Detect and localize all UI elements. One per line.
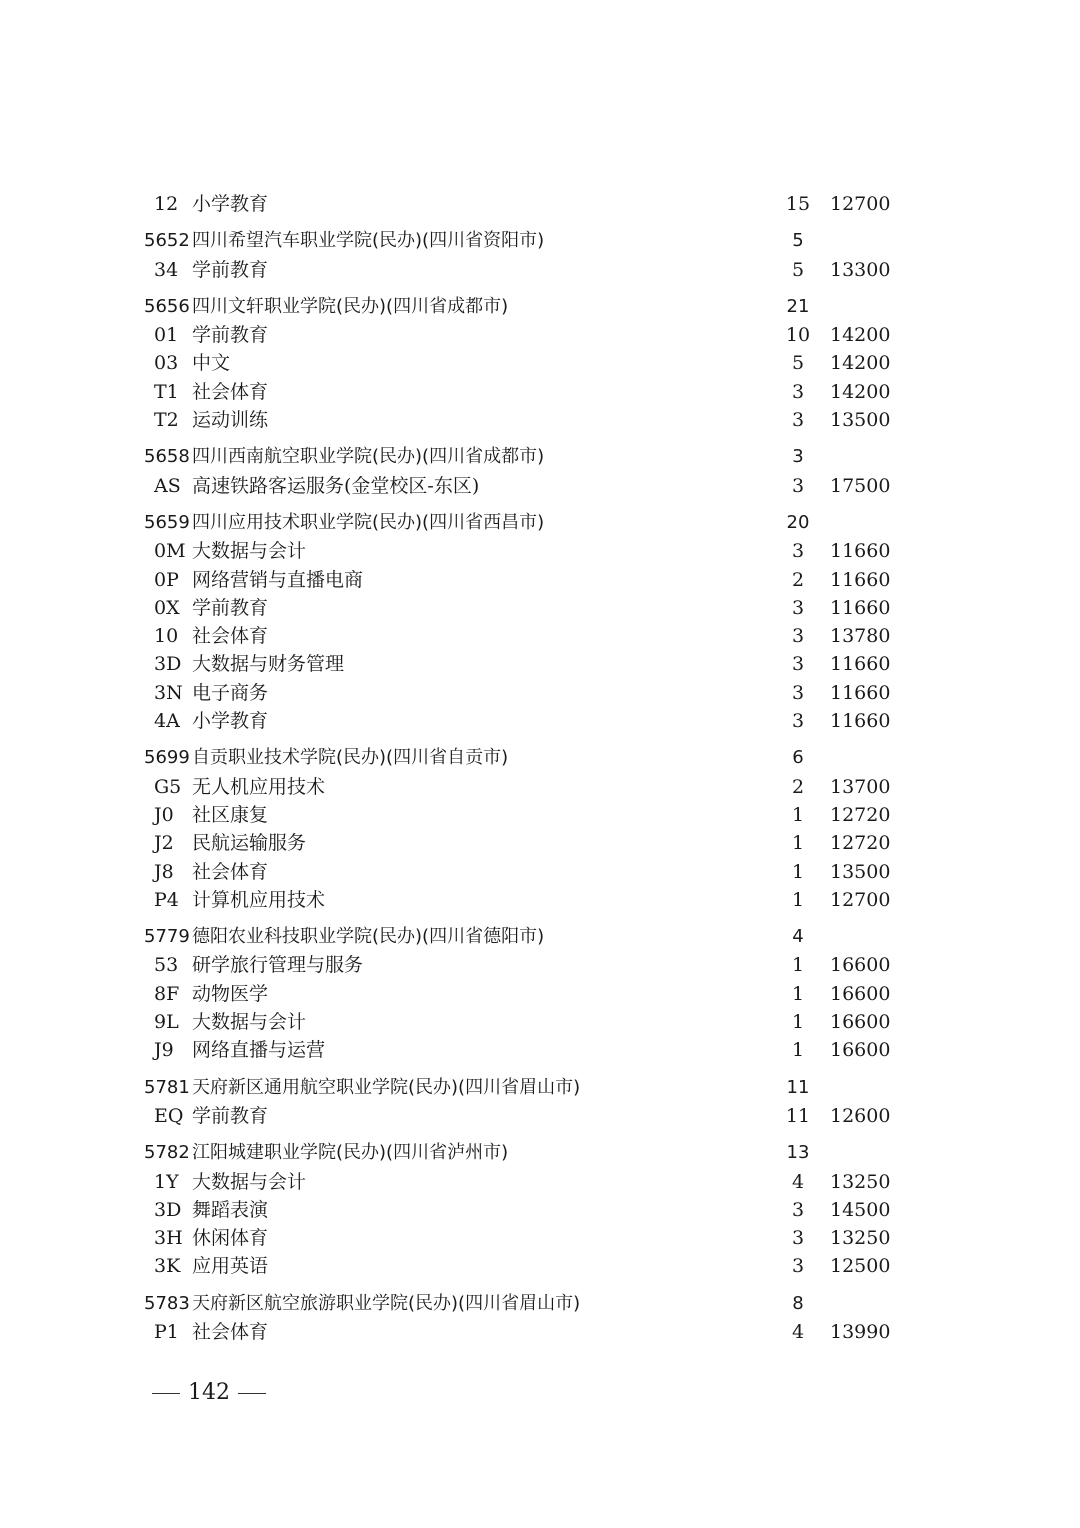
major-plan-count: 1 [791,1039,805,1062]
major-plan-count: 1 [791,803,805,826]
school-plan-count: 5 [792,230,804,252]
major-name: 研学旅行管理与服务 [192,954,364,977]
major-row [144,679,904,707]
major-code: 03 [154,352,179,375]
major-code: 12 [154,193,179,215]
school-code: 5783 [144,1292,190,1314]
major-tuition-fee: 11660 [830,568,891,591]
major-code: 10 [154,625,179,648]
school-name: 德阳农业科技职业学院(民办)(四川省德阳市) [192,926,545,948]
school-code: 5656 [144,295,190,317]
school-plan-count: 21 [786,295,810,317]
major-code: 3H [154,1227,183,1250]
major-plan-count: 1 [791,954,805,977]
school-code: 5658 [144,446,190,468]
major-tuition-fee: 13300 [830,258,891,281]
major-name: 大数据与会计 [192,1011,307,1034]
major-row [144,829,904,857]
major-tuition-fee: 12500 [830,1255,891,1278]
major-code: 3N [154,681,183,704]
major-tuition-fee: 13990 [830,1320,891,1343]
school-plan-count: 3 [792,446,804,468]
major-row [144,1318,904,1346]
major-row [144,1196,904,1224]
school-name: 四川文轩职业学院(民办)(四川省成都市) [192,295,509,317]
major-row [144,1102,904,1130]
major-plan-count: 1 [791,860,805,883]
major-plan-count: 3 [791,409,805,432]
major-name: 运动训练 [192,409,269,432]
major-tuition-fee: 17500 [830,474,891,497]
major-tuition-fee: 13780 [830,625,891,648]
major-plan-count: 3 [791,540,805,563]
school-code: 5652 [144,230,190,252]
major-name: 小学教育 [192,193,269,215]
major-plan-count: 3 [791,1198,805,1221]
major-tuition-fee: 14500 [830,1198,891,1221]
major-plan-count: 3 [791,380,805,403]
major-row [144,537,904,565]
major-tuition-fee: 13700 [830,775,891,798]
major-row [144,858,904,886]
major-plan-count: 5 [791,352,805,375]
major-name: 无人机应用技术 [192,775,326,798]
major-tuition-fee: 16600 [830,954,891,977]
school-row [144,1290,904,1318]
major-tuition-fee: 11660 [830,653,891,676]
major-row [144,190,904,218]
major-code: P4 [154,888,179,911]
major-name: 社会体育 [192,625,269,648]
major-tuition-fee: 12720 [830,803,891,826]
major-tuition-fee: 14200 [830,324,891,347]
school-name: 四川希望汽车职业学院(民办)(四川省资阳市) [192,230,545,252]
major-name: 学前教育 [192,258,269,281]
major-row [144,1168,904,1196]
school-plan-count: 13 [786,1142,810,1164]
major-code: 0P [154,568,179,591]
major-code: J0 [154,803,174,826]
major-name: 大数据与会计 [192,540,307,563]
major-name: 社会体育 [192,1320,269,1343]
school-plan-count: 8 [792,1292,804,1314]
major-code: J2 [154,832,174,855]
major-code: 0M [154,540,186,563]
major-plan-count: 2 [791,775,805,798]
major-code: T1 [154,380,179,403]
major-plan-count: 4 [791,1320,805,1343]
major-name: 小学教育 [192,710,269,733]
major-name: 动物医学 [192,982,269,1005]
major-row [144,801,904,829]
school-row [144,1139,904,1167]
major-name: 社会体育 [192,860,269,883]
major-name: 学前教育 [192,324,269,347]
major-row [144,1036,904,1064]
major-row [144,773,904,801]
major-row [144,650,904,678]
major-tuition-fee: 12600 [830,1104,891,1127]
major-code: 0X [154,596,180,619]
major-name: 电子商务 [192,681,269,704]
school-row [144,227,904,255]
major-tuition-fee: 14200 [830,352,891,375]
major-row [144,256,904,284]
major-row [144,707,904,735]
school-plan-count: 4 [792,926,804,948]
major-name: 学前教育 [192,596,269,619]
major-code: 34 [154,258,179,281]
major-plan-count: 1 [791,888,805,911]
major-tuition-fee: 11660 [830,596,891,619]
major-name: 民航运输服务 [192,832,307,855]
major-name: 休闲体育 [192,1227,269,1250]
school-code: 5781 [144,1076,190,1098]
major-tuition-fee: 12700 [830,193,891,215]
major-plan-count: 3 [791,1227,805,1250]
major-plan-count: 3 [791,681,805,704]
major-row [144,980,904,1008]
major-plan-count: 2 [791,568,805,591]
major-row [144,566,904,594]
major-name: 大数据与会计 [192,1170,307,1193]
major-tuition-fee: 13250 [830,1227,891,1250]
major-tuition-fee: 11660 [830,540,891,563]
major-code: T2 [154,409,179,432]
major-name: 应用英语 [192,1255,269,1278]
major-plan-count: 3 [791,710,805,733]
major-plan-count: 11 [785,1104,811,1127]
major-code: 3D [154,1198,182,1221]
major-name: 高速铁路客运服务(金堂校区-东区) [192,474,480,497]
major-plan-count: 1 [791,832,805,855]
footer-dash-left [152,1393,180,1394]
major-tuition-fee: 11660 [830,710,891,733]
admission-plan-list [144,190,904,1346]
major-plan-count: 3 [791,625,805,648]
school-row [144,1074,904,1102]
major-row [144,886,904,914]
school-code: 5659 [144,511,190,533]
school-row [144,443,904,471]
school-code: 5782 [144,1142,190,1164]
school-row [144,293,904,321]
school-code: 5699 [144,747,190,769]
major-name: 社会体育 [192,380,269,403]
major-plan-count: 1 [791,1011,805,1034]
major-code: 53 [154,954,179,977]
major-name: 网络直播与运营 [192,1039,326,1062]
school-code: 5779 [144,926,190,948]
major-tuition-fee: 11660 [830,681,891,704]
major-row [144,349,904,377]
major-row [144,951,904,979]
major-code: 3K [154,1255,181,1278]
major-code: G5 [154,775,182,798]
major-name: 网络营销与直播电商 [192,568,364,591]
major-code: P1 [154,1320,179,1343]
major-row [144,321,904,349]
major-tuition-fee: 13500 [830,860,891,883]
major-row [144,1008,904,1036]
major-plan-count: 3 [791,1255,805,1278]
major-plan-count: 5 [791,258,805,281]
major-plan-count: 3 [791,596,805,619]
major-tuition-fee: 12720 [830,832,891,855]
major-row [144,378,904,406]
major-code: J9 [154,1039,174,1062]
school-name: 江阳城建职业学院(民办)(四川省泸州市) [192,1142,509,1164]
major-row [144,472,904,500]
major-tuition-fee: 12700 [830,888,891,911]
page-number: 142 [188,1380,230,1405]
school-plan-count: 11 [786,1076,810,1098]
major-row [144,406,904,434]
major-tuition-fee: 13250 [830,1170,891,1193]
major-name: 计算机应用技术 [192,888,326,911]
major-tuition-fee: 13500 [830,409,891,432]
major-tuition-fee: 14200 [830,380,891,403]
major-code: 9L [154,1011,179,1034]
major-plan-count: 3 [791,653,805,676]
major-name: 社区康复 [192,803,269,826]
major-name: 舞蹈表演 [192,1198,269,1221]
major-code: AS [154,474,181,497]
major-name: 大数据与财务管理 [192,653,345,676]
major-row [144,622,904,650]
major-name: 学前教育 [192,1104,269,1127]
major-code: 3D [154,653,182,676]
major-code: 1Y [154,1170,179,1193]
school-row [144,744,904,772]
major-code: 4A [154,710,180,733]
school-plan-count: 6 [792,747,804,769]
major-row [144,1252,904,1280]
major-tuition-fee: 16600 [830,1039,891,1062]
major-code: 8F [154,982,180,1005]
page-footer [144,1380,274,1405]
major-plan-count: 1 [791,982,805,1005]
major-plan-count: 4 [791,1170,805,1193]
major-plan-count: 10 [785,324,811,347]
major-tuition-fee: 16600 [830,1011,891,1034]
major-code: 01 [154,324,179,347]
major-tuition-fee: 16600 [830,982,891,1005]
major-plan-count: 3 [791,474,805,497]
school-row [144,509,904,537]
school-name: 自贡职业技术学院(民办)(四川省自贡市) [192,747,509,769]
school-name: 天府新区航空旅游职业学院(民办)(四川省眉山市) [192,1292,581,1314]
major-plan-count: 15 [785,193,811,215]
school-name: 天府新区通用航空职业学院(民办)(四川省眉山市) [192,1076,581,1098]
school-name: 四川西南航空职业学院(民办)(四川省成都市) [192,446,545,468]
major-code: J8 [154,860,174,883]
school-plan-count: 20 [786,511,810,533]
footer-dash-right [238,1393,266,1394]
school-row [144,923,904,951]
major-code: EQ [154,1104,184,1127]
major-row [144,1224,904,1252]
major-row [144,594,904,622]
school-name: 四川应用技术职业学院(民办)(四川省西昌市) [192,511,545,533]
major-name: 中文 [192,352,231,375]
